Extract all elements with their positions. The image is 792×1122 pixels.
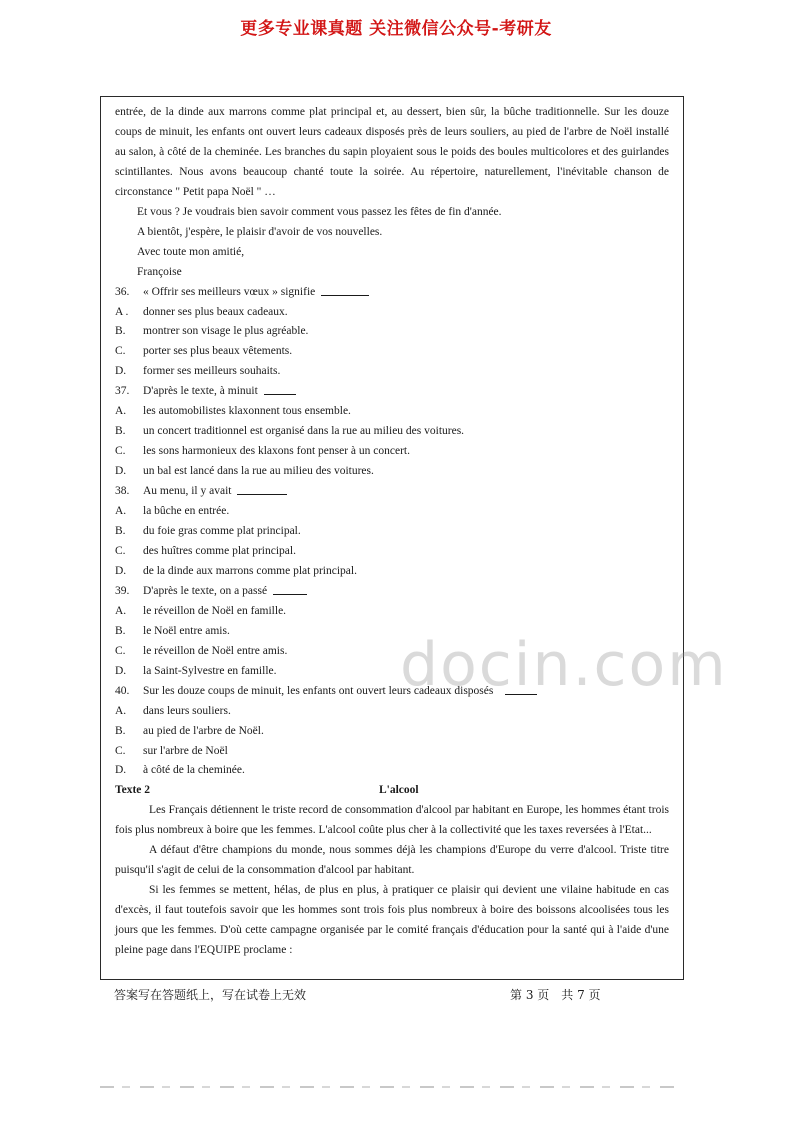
option-letter: A.	[115, 505, 127, 518]
option-letter: A .	[115, 305, 129, 318]
option-text: au pied de l'arbre de Noël.	[143, 724, 264, 737]
answer-instruction: 答案写在答题纸上，写在试卷上无效	[114, 988, 307, 1002]
question-text: « Offrir ses meilleurs vœux » signifie	[143, 285, 316, 298]
option-row	[115, 702, 669, 722]
option-text: la bûche en entrée.	[143, 505, 230, 518]
option-text: à côté de la cheminée.	[143, 764, 245, 777]
question-stem	[115, 682, 669, 702]
page-number: 第 3 页 共 7 页	[510, 988, 601, 1002]
option-text: un bal est lancé dans la rue au milieu des voitures.	[143, 465, 374, 478]
option-letter: D.	[115, 564, 127, 577]
option-row	[115, 303, 669, 323]
option-letter: B.	[115, 425, 126, 438]
option-letter: A.	[115, 405, 127, 418]
option-row	[115, 542, 669, 562]
answer-blank	[237, 482, 287, 495]
option-letter: D.	[115, 764, 127, 777]
option-row	[115, 602, 669, 622]
option-row	[115, 722, 669, 742]
option-letter: B.	[115, 325, 126, 338]
option-text: de la dinde aux marrons comme plat principal.	[143, 564, 357, 577]
passage-paragraph: Si les femmes se mettent, hélas, de plus en plus, à pratiquer ce plaisir qui devient une vilaine habitude en cas d'excès, il faut toutefois savoir que les hommes sont trois fois plus nombreux à boire des boissons alcoolisées tous les jours que les femmes. D'où cette campagne organisée par le comité français d'éducation pour la santé qui à l'aide d'une pleine page dans l'EQUIPE proclame :	[115, 884, 669, 957]
question-number: 40.	[115, 684, 130, 697]
option-letter: B.	[115, 624, 126, 637]
option-text: dans leurs souliers.	[143, 704, 231, 717]
option-letter: C.	[115, 544, 126, 557]
exam-page	[100, 96, 684, 980]
question-text: D'après le texte, à minuit	[143, 385, 258, 398]
option-row	[115, 322, 669, 342]
option-text: des huîtres comme plat principal.	[143, 544, 296, 557]
option-letter: C.	[115, 445, 126, 458]
option-letter: A.	[115, 704, 127, 717]
option-row	[115, 442, 669, 462]
option-text: les sons harmonieux des klaxons font penser à un concert.	[143, 445, 410, 458]
option-text: du foie gras comme plat principal.	[143, 525, 301, 538]
letter-salutation: Avec toute mon amitié,	[137, 245, 245, 258]
passage-paragraph: Les Français détiennent le triste record de consommation d'alcool par habitant en Europe, les hommes étant trois fois plus nombreux à boire que les femmes. L'alcool coûte plus cher à la collectivité que les taxes reversées à l'Etat...	[115, 804, 669, 837]
question-stem	[115, 582, 669, 602]
option-text: un concert traditionnel est organisé dans la rue au milieu des voitures.	[143, 425, 465, 438]
section-label: Texte 2	[115, 784, 151, 797]
option-text: le réveillon de Noël en famille.	[143, 604, 287, 617]
option-letter: D.	[115, 465, 127, 478]
section-heading	[115, 781, 669, 801]
answer-blank	[273, 582, 307, 595]
question-number: 38.	[115, 485, 130, 498]
option-text: donner ses plus beaux cadeaux.	[143, 305, 288, 318]
option-letter: D.	[115, 365, 127, 378]
option-text: les automobilistes klaxonnent tous ensemble.	[143, 405, 351, 418]
option-row	[115, 662, 669, 682]
answer-blank	[321, 283, 369, 296]
option-row	[115, 622, 669, 642]
answer-blank	[505, 682, 537, 695]
option-row	[115, 742, 669, 762]
option-letter: B.	[115, 724, 126, 737]
promo-banner: 更多专业课真题 关注微信公众号-考研友	[240, 19, 552, 39]
option-letter: D.	[115, 664, 127, 677]
letter-hope-line: A bientôt, j'espère, le plaisir d'avoir de vos nouvelles.	[137, 225, 383, 238]
option-row	[115, 342, 669, 362]
option-letter: C.	[115, 644, 126, 657]
question-stem	[115, 482, 669, 502]
option-row	[115, 502, 669, 522]
option-letter: B.	[115, 525, 126, 538]
question-text: Au menu, il y avait	[143, 485, 232, 498]
question-stem	[115, 283, 669, 303]
scan-artifact-line	[100, 1086, 680, 1088]
letter-body: entrée, de la dinde aux marrons comme plat principal et, au dessert, bien sûr, la bûche traditionnelle. Sur les douze coups de minuit, les enfants ont ouvert leurs cadeaux disposés près de leurs souliers, au pied de l'arbre de Noël installé au salon, à côté de la cheminée. Les branches du sapin ployaient sous le poids des boules multicolores et des guirlandes scintillantes. Nous avons beaucoup chanté toute la soirée. Au répertoire, naturellement, l'inévitable chanson de circonstance " Petit papa Noël " …	[115, 106, 669, 198]
option-letter: C.	[115, 345, 126, 358]
question-stem	[115, 382, 669, 402]
option-text: la Saint-Sylvestre en famille.	[143, 664, 277, 677]
option-text: le réveillon de Noël entre amis.	[143, 644, 288, 657]
option-row	[115, 422, 669, 442]
option-letter: A.	[115, 604, 127, 617]
passage-paragraph: A défaut d'être champions du monde, nous sommes déjà les champions d'Europe du verre d'alcool. Triste titre puisqu'il s'agit de celui de la consommation d'alcool par habitant.	[115, 844, 669, 877]
letter-signature: Françoise	[137, 265, 182, 278]
question-text: Sur les douze coups de minuit, les enfants ont ouvert leurs cadeaux disposés	[143, 684, 494, 697]
option-text: sur l'arbre de Noël	[143, 744, 228, 757]
option-row	[115, 761, 669, 781]
answer-blank	[264, 382, 296, 395]
option-row	[115, 642, 669, 662]
option-row	[115, 462, 669, 482]
question-number: 39.	[115, 584, 130, 597]
section-title: L'alcool	[379, 784, 419, 797]
question-number: 36.	[115, 285, 130, 298]
question-text: D'après le texte, on a passé	[143, 584, 268, 597]
option-text: montrer son visage le plus agréable.	[143, 325, 309, 338]
option-row	[115, 362, 669, 382]
option-row	[115, 562, 669, 582]
option-text: former ses meilleurs souhaits.	[143, 365, 281, 378]
question-number: 37.	[115, 385, 130, 398]
option-letter: C.	[115, 744, 126, 757]
option-text: porter ses plus beaux vêtements.	[143, 345, 293, 358]
docin-watermark: docin.com	[400, 630, 728, 700]
option-row	[115, 402, 669, 422]
letter-question-line: Et vous ? Je voudrais bien savoir comment vous passez les fêtes de fin d'année.	[137, 205, 502, 218]
option-row	[115, 522, 669, 542]
option-text: le Noël entre amis.	[143, 624, 230, 637]
